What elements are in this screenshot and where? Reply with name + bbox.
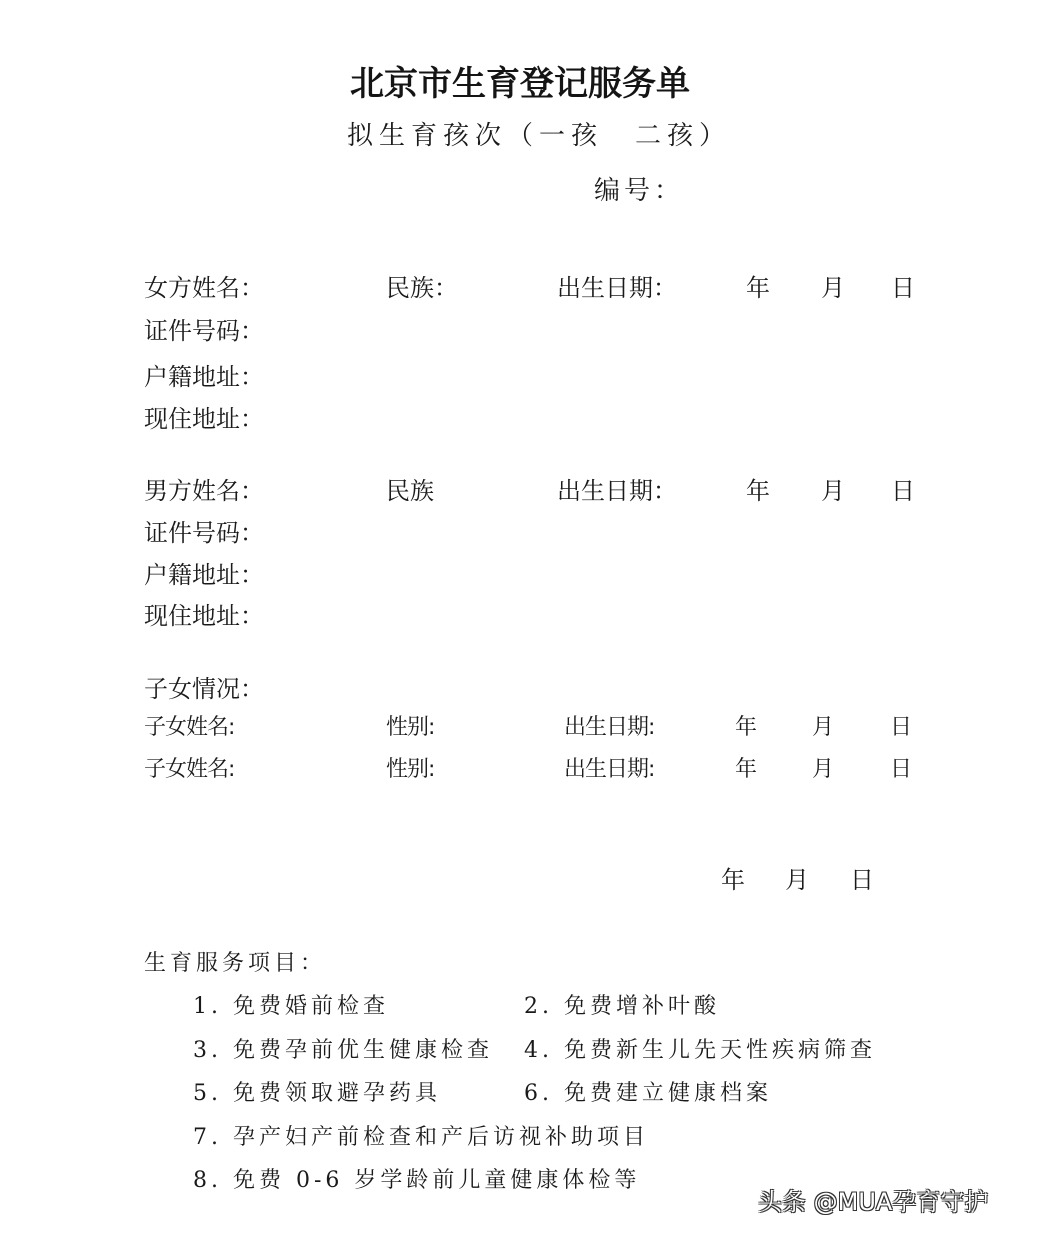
female-birth-date-label: 出生日期：: [557, 274, 677, 302]
male-id-label: 证件号码：: [144, 519, 264, 547]
sign-date-year: 年: [721, 866, 745, 894]
female-residence-label: 现住地址：: [144, 405, 264, 433]
child-name-label: 子女姓名:: [144, 715, 235, 740]
female-id-label: 证件号码：: [144, 317, 264, 345]
male-birth-year: 年: [746, 477, 770, 505]
child-name-label: 子女姓名:: [144, 757, 235, 782]
child-birth-month: 月: [812, 757, 834, 782]
serial-number-label: 编号：: [594, 176, 685, 206]
service-item: 7. 孕产妇产前检查和产后访视补助项目: [193, 1125, 649, 1150]
male-residence-label: 现住地址：: [144, 602, 264, 630]
form-title: 北京市生育登记服务单: [350, 64, 690, 104]
form-subtitle: 拟生育孩次（一孩 二孩）: [347, 121, 732, 151]
service-item: 2. 免费增补叶酸: [524, 994, 720, 1019]
service-item: 3. 免费孕前优生健康检查: [193, 1038, 493, 1063]
child-birth-year: 年: [735, 757, 757, 782]
male-birth-month: 月: [821, 477, 845, 505]
male-name-label: 男方姓名：: [144, 477, 264, 505]
service-item: 8. 免费 0-6 岁学龄前儿童健康体检等: [193, 1168, 641, 1193]
male-birth-date-label: 出生日期：: [557, 477, 677, 505]
male-hukou-label: 户籍地址：: [144, 561, 264, 589]
service-item: 1. 免费婚前检查: [193, 994, 389, 1019]
male-ethnicity-label: 民族: [386, 477, 434, 505]
child-birth-month: 月: [812, 715, 834, 740]
child-birth-day: 日: [890, 757, 912, 782]
service-item: 5. 免费领取避孕药具: [193, 1081, 441, 1106]
children-section-label: 子女情况：: [144, 675, 264, 703]
sign-date-day: 日: [850, 866, 874, 894]
watermark-text: 头条 @MUA孕育守护: [758, 1188, 989, 1216]
service-item: 6. 免费建立健康档案: [524, 1081, 772, 1106]
service-item: 4. 免费新生儿先天性疾病筛查: [524, 1038, 876, 1063]
child-birth-date-label: 出生日期:: [564, 715, 655, 740]
male-birth-day: 日: [891, 477, 915, 505]
female-birth-day: 日: [891, 274, 915, 302]
child-gender-label: 性别:: [386, 757, 435, 782]
female-birth-month: 月: [821, 274, 845, 302]
sign-date-month: 月: [785, 866, 809, 894]
child-birth-year: 年: [735, 715, 757, 740]
child-birth-day: 日: [890, 715, 912, 740]
female-ethnicity-label: 民族：: [386, 274, 458, 302]
child-gender-label: 性别:: [386, 715, 435, 740]
child-birth-date-label: 出生日期:: [564, 757, 655, 782]
female-hukou-label: 户籍地址：: [144, 363, 264, 391]
female-birth-year: 年: [746, 274, 770, 302]
services-heading: 生育服务项目：: [144, 951, 327, 976]
female-name-label: 女方姓名：: [144, 274, 264, 302]
